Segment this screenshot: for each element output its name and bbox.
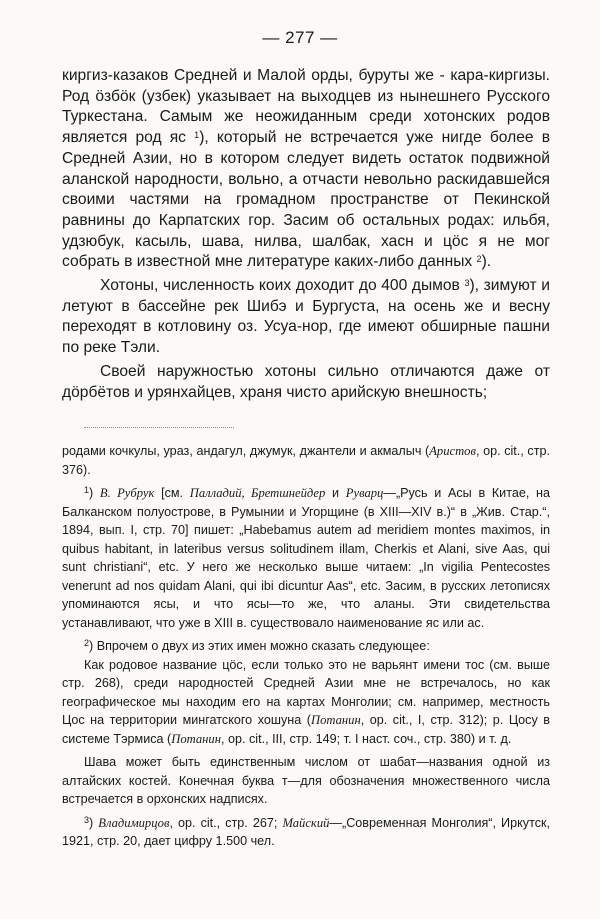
footnote-2: $^2$) Впрочем о двух из этих имен можно сказать следующее: [84,638,430,653]
paragraph-2: Хотоны, численность коих доходит до 400 дымов $^3$), зимуют и летуют в бассейне рек Шибэ и Бургуста, на осень же и весну переходят в котловину оз. Усуа-нор, где имеют обширные пашни по реке Тэли. [62,277,550,357]
footnote-separator [84,427,234,428]
footnote-3: $^3$) Владимирцов, op. cit., стр. 267; Майский—„Современная Монголия“, Иркутск, 1921, стр. 20, дает цифру 1.500 чел. [62,814,550,848]
footnote-2-para-3: Шава может быть единственным числом от шабат—названия одной из алтайских костей. Конечная буква т—для обозначения множественного числа встречается в орхонских надписях. [62,755,550,806]
footnote-ref-2: 2 [476,254,482,265]
footnotes [62,442,550,851]
footnote-ref-3: 3 [464,278,470,289]
paragraph-1: киргиз-казаков Средней и Малой орды, буруты же - кара-киргизы. Род öзбöк (узбек) указывает на выходцев из нынешнего Русского Туркестана. Самым же неожиданным среди хотонских родов является род яс $^1$), который не встречается уже нигде более в Средней Азии, но в котором следует видеть остаток подвижной аланской народности, вольно, а отчасти невольно раскидавшейся своими частями на громадном пространстве от Пекинской равнины до Карпатских гор. Засим об остальных родах: ильбя, удзюбук, касыль, шава, нилва, шалбак, хасн и цöс я не мог собрать в известной мне литературе каких-либо данных $^2$). [62,67,551,271]
paragraph-3: Своей наружностью хотоны сильно отличаются даже от дöрбётов и урянхайцев, храня чисто арийскую внешность; [62,362,550,401]
footnote-2-para-2: Как родовое название цöс, если только это не варьянт имени тос (см. выше стр. 268), среди народностей Средней Азии мне не встречалось, но как географическое мы находим его на картах Монголии; см. например, местность Цос на территории мингатского хошуна (Потанин, op. cit., I, стр. 312); р. Цосу в системе Тэрмиса (Потанин, op. cit., III, стр. 149; т. I наст. соч., стр. 380) и т. д. [62,657,550,746]
footnote-ref-1: 1 [194,130,200,141]
page-number: — 277 — [262,28,338,47]
footnote-1: $^1$) В. Рубрук [см. Палладий, Бретшнейдер и Руварц—„Русь и Асы в Китае, на Балканском полуострове, в Румынии и Угорщине (в XIII—XIV в.)“ в „Жив. Стар.“, 1894, вып. I, стр. 70] пишет: „Habebamus autem ad meridiem montes maximos, in quibus habitant, in lateribus versus solitudinem illam, Cherkis et Alani, sive Aas, qui sunt christiani“, etc. У него же несколько выше читаем: „In vigilia Pentecostes venerunt ad nos quidam Alani, qui ibi dicuntur Aas“, etc. Засим, в русских летописях упоминаются ясы, и что ясы—то же, что аланы. Эти свидетельства устанавливают, что уже в XIII в. существовало наименование яс или ас. [62,485,551,630]
main-text [62,66,550,403]
footnote-continuation: родами кочкулы, ураз, андагул, джумук, джантели и акмалыч (Аристов, op. cit., стр. 376). [62,444,550,477]
